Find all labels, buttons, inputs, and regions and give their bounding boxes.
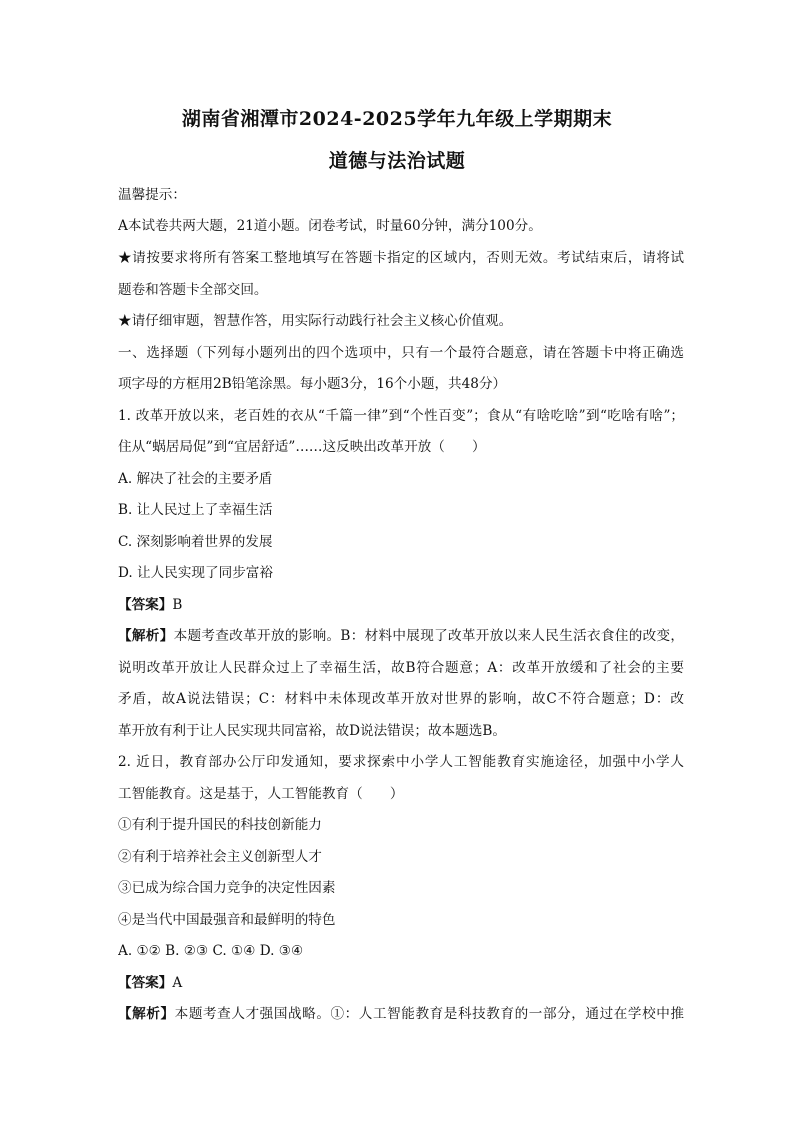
answer-value: B [172,597,183,613]
option-a: A. 解决了社会的主要矛盾 [118,471,273,487]
section-heading: 项字母的方框用2B铅笔涂黑。每小题3分，16个小题，共48分） [118,376,507,392]
answer-label: 【答案】 [118,975,173,991]
analysis-line: 革开放有利于让人民实现共同富裕，故D说法错误；故本题选B。 [118,723,506,739]
page-subtitle: 道德与法治试题 [328,150,466,172]
analysis-label: 【解析】 [118,628,174,644]
option-c: C. 深刻影响着世界的发展 [118,534,273,550]
tip-line: 题卷和答题卡全部交回。 [118,282,268,298]
statement-item: ③已成为综合国力竞争的决定性因素 [118,880,336,896]
tip-line: ★请仔细审题，智慧作答，用实际行动践行社会主义核心价值观。 [118,313,513,329]
tip-line: ★请按要求将所有答案工整地填写在答题卡指定的区域内，否则无效。考试结束后，请将试 [118,250,684,266]
analysis-label: 【解析】 [118,1006,175,1022]
answer-value: A [172,975,183,991]
analysis-text: 本题考查人才强国战略。①：人工智能教育是科技教育的一部分，通过在学校中推 [174,1006,684,1022]
question-stem: 2. 近日，教育部办公厅印发通知，要求探索中小学人工智能教育实施途径，加强中小学人 [118,754,684,770]
answer-line [118,973,684,993]
question-stem: 工智能教育。这是基于，人工智能教育（ ） [118,786,404,802]
analysis-line [118,626,684,646]
page-title: 湖南省湘潭市2024-2025学年九年级上学期期末 [181,108,613,130]
question-stem: 1. 改革开放以来，老百姓的衣从“千篇一律”到“个性百变”；食从“有啥吃啥”到“吃啥有啥”； [118,408,684,424]
tip-line: A本试卷共两大题，21道小题。闭卷考试，时量60分钟，满分100分。 [118,218,542,234]
tips-heading: 温馨提示： [118,187,186,203]
statement-item: ②有利于培养社会主义创新型人才 [118,849,322,865]
answer-line [118,595,684,615]
option-b: B. 让人民过上了幸福生活 [118,502,273,518]
question-stem: 住从“蜗居局促”到“宜居舒适”……这反映出改革开放（ ） [118,439,486,455]
statement-item: ①有利于提升国民的科技创新能力 [118,817,322,833]
options-line: A. ①② B. ②③ C. ①④ D. ③④ [118,943,304,959]
statement-item: ④是当代中国最强音和最鲜明的特色 [118,912,336,928]
analysis-line [118,1004,684,1024]
analysis-line: 说明改革开放让人民群众过上了幸福生活，故B符合题意；A：改革开放缓和了社会的主要 [118,660,684,676]
analysis-line: 矛盾，故A说法错误；C：材料中未体现改革开放对世界的影响，故C不符合题意；D：改 [118,691,684,707]
answer-label: 【答案】 [118,597,173,613]
section-heading: 一、选择题（下列每小题列出的四个选项中，只有一个最符合题意，请在答题卡中将正确选 [118,345,684,361]
analysis-text: 本题考查改革开放的影响。B：材料中展现了改革开放以来人民生活衣食住的改变， [173,628,684,644]
option-d: D. 让人民实现了同步富裕 [118,565,273,581]
